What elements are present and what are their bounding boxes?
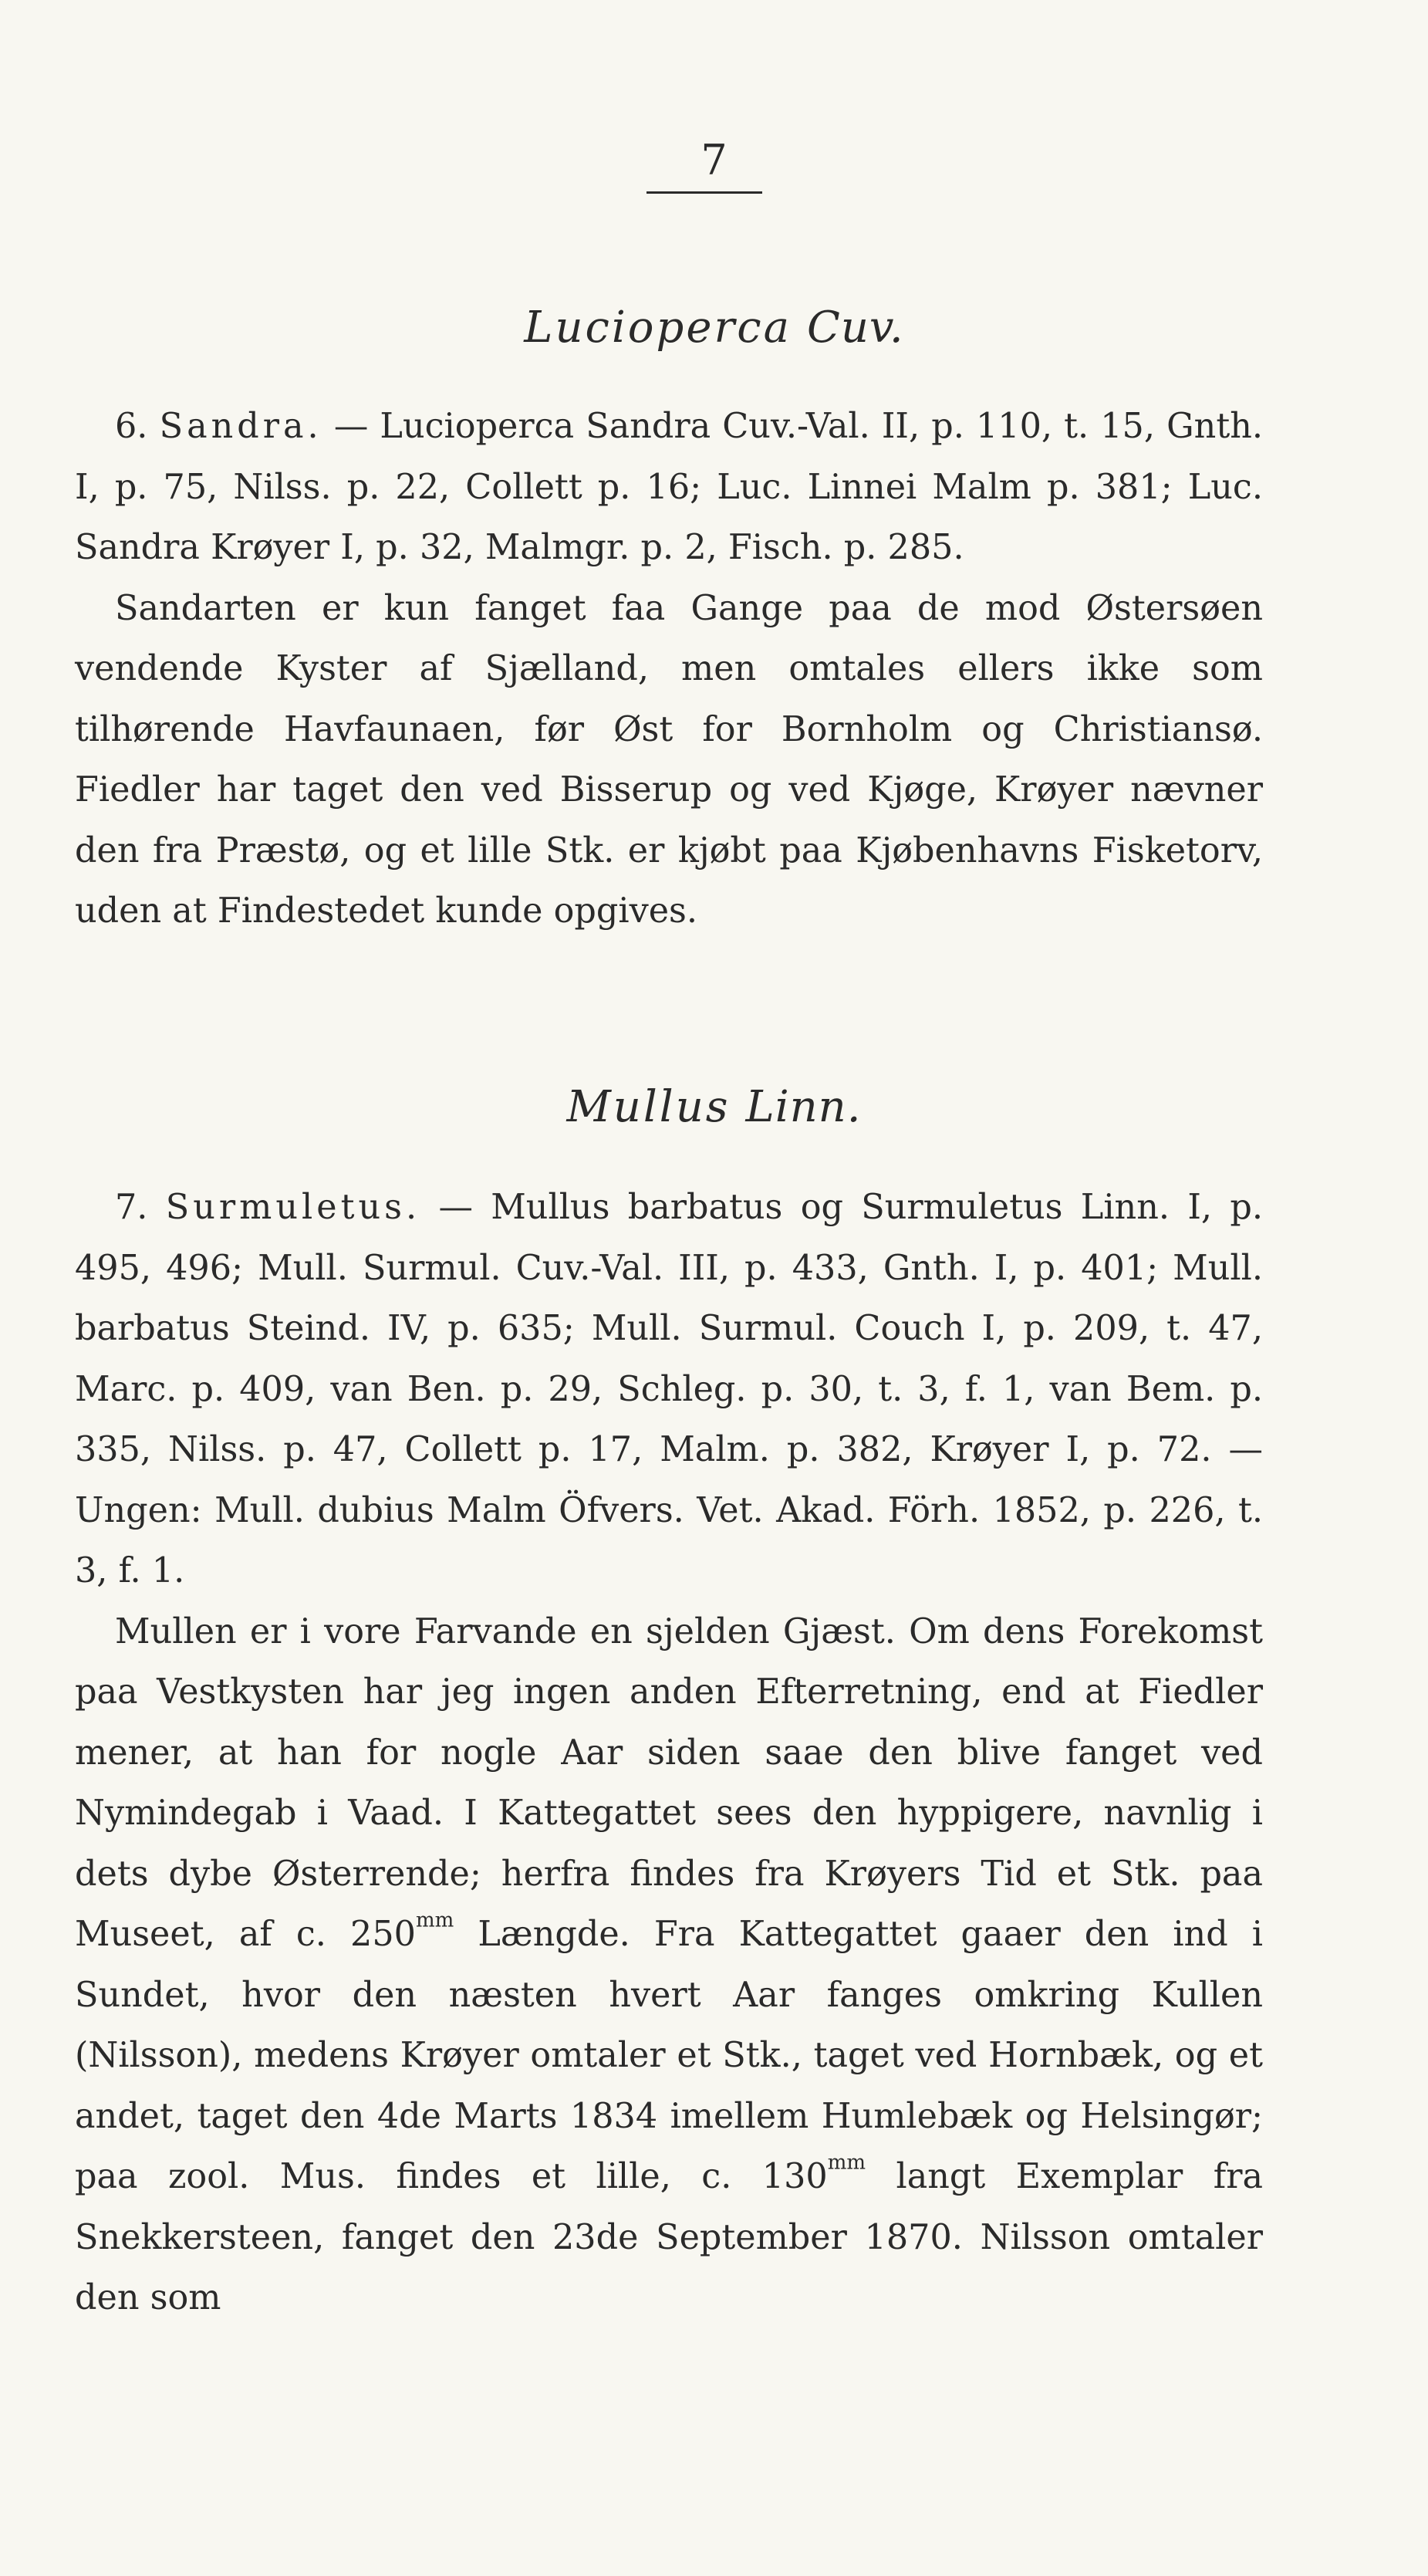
species-description: Sandarten er kun fanget faa Gange paa de mod Østersøen vendende Kyster af Sjælland, men omtales ellers ikke som tilhørende Havfaunaen, før Øst for Bornholm og Christiansø. Fiedler har taget den ved Bisserup og ved Kjøge, Krøyer nævner den fra Præstø, og et lille Stk. er kjøbt paa Kjøbenhavns Fisketorv, uden at Findestedet kunde opgives. (75, 588, 1263, 931)
unit-millimetre: mm (415, 1908, 454, 1932)
species-entry-surmuletus (75, 1178, 1263, 2329)
page-number-rule (646, 191, 762, 194)
species-synonymy (75, 397, 1263, 579)
species-number: 6. (115, 407, 148, 446)
genus-heading-lucioperca (0, 301, 1428, 355)
description-text-part-3: langt Exemplar fra Snekkersteen, fanget den 23de September 1870. Nilsson omtaler den som (75, 2157, 1264, 2317)
genus-heading-mullus (0, 1080, 1428, 1134)
genus-name: Mullus (566, 1082, 731, 1132)
unit-millimetre: mm (827, 2151, 866, 2175)
page-number: 7 (700, 136, 728, 184)
species-number: 7. (115, 1188, 148, 1227)
genus-author: Linn. (745, 1082, 862, 1132)
species-description (75, 1602, 1263, 2329)
description-text-part-1: Mullen er i vore Farvande en sjelden Gjæst. Om dens Forekomst paa Vestkysten har jeg ingen anden Efterretning, end at Fiedler mener, at han for nogle Aar siden saae den blive fanget ved Nymindegab i Vaad. I Kattegattet sees den hyppigere, navnlig i dets dybe Østerrende; herfra findes fra Krøyers Tid et Stk. paa Museet, af c. 250 (75, 1611, 1263, 1954)
species-name: Surmuletus. (165, 1188, 421, 1227)
species-synonymy (75, 1178, 1263, 1602)
description-text-part-2: Længde. Fra Kattegattet gaaer den ind i Sundet, hvor den næsten hvert Aar fanges omkring Kullen (Nilsson), medens Krøyer omtaler et Stk., taget ved Hornbæk, og et andet, taget den 4de Marts 1834 imellem Humlebæk og Helsingør; paa zool. Mus. findes et lille, c. 130 (75, 1915, 1263, 2196)
genus-author: Cuv. (807, 303, 904, 353)
synonymy-text: — Mullus barbatus og Surmuletus Linn. I, p. 495, 496; Mull. Surmul. Cuv.-Val. III, p. 433, Gnth. I, p. 401; Mull. barbatus Steind. IV, p. 635; Mull. Surmul. Couch I, p. 209, t. 47, Marc. p. 409, van Ben. p. 29, Schleg. p. 30, t. 3, f. 1, van Bem. p. 335, Nilss. p. 47, Collett p. 17, Malm. p. 382, Krøyer I, p. 72. — Ungen: Mull. dubius Malm Öfvers. Vet. Akad. Förh. 1852, p. 226, t. 3, f. 1. (75, 1188, 1263, 1591)
genus-name: Lucioperca (524, 303, 792, 353)
synonymy-text: — Lucioperca Sandra Cuv.-Val. II, p. 110, t. 15, Gnth. I, p. 75, Nilss. p. 22, Collett p. 16; Luc. Linnei Malm p. 381; Luc. Sandra Krøyer I, p. 32, Malmgr. p. 2, Fisch. p. 285. (75, 407, 1264, 567)
species-entry-sandra (75, 397, 1263, 942)
species-name: Sandra. (159, 407, 322, 446)
